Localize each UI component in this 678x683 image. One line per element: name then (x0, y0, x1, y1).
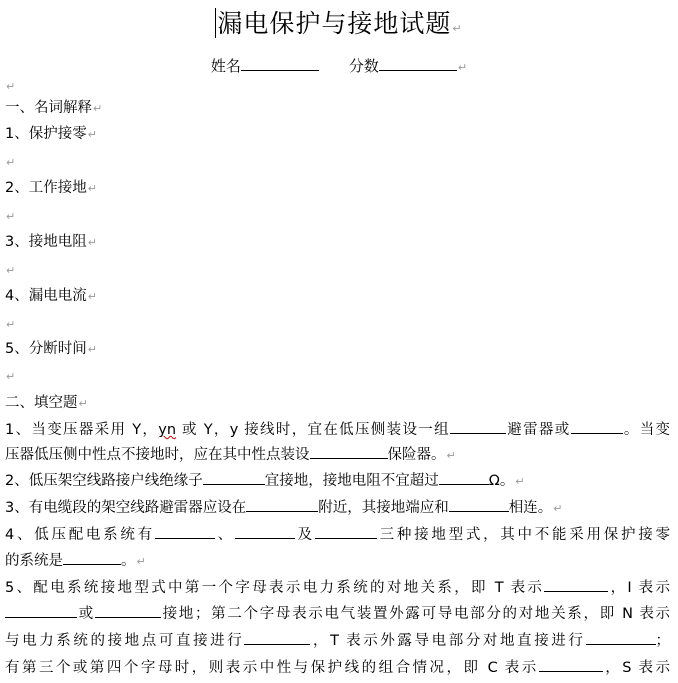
answer-blank[interactable] (95, 603, 161, 618)
paragraph-mark-icon: ↵ (6, 156, 16, 169)
question-4-line-2: 的系统是 。↵ (5, 549, 146, 574)
name-score-line (0, 54, 678, 80)
paragraph-mark-icon: ↵ (446, 449, 456, 462)
paragraph-mark-icon: ↵ (87, 290, 97, 303)
empty-paragraph (5, 364, 15, 389)
score-label: 分数 (348, 57, 379, 75)
question-5-line-1: 5、配电系统接地型式中第一个字母表示电力系统的对地关系，即 T 表示 ，I 表示 (5, 576, 670, 600)
answer-blank[interactable] (439, 470, 489, 485)
term-item-4: 4、漏电电流↵ (5, 288, 97, 304)
paragraph-mark-icon: ↵ (6, 264, 16, 277)
answer-blank[interactable] (450, 419, 506, 434)
question-4-line-1: 4、低压配电系统有 、 及 三种接地型式，其中不能采用保护接零 (5, 523, 670, 547)
question-1-line-1: 1、当变压器采用 Y，yn 或 Y，y 接线时，宜在低压侧装设一组 避雷器或 。当变 (5, 418, 670, 442)
paragraph-mark-icon: ↵ (553, 502, 563, 515)
question-5-line-4: 有第三个或第四个字母时，则表示中性与保护线的组合情况，即 C 表示 ，S 表示 (5, 656, 670, 680)
term-item-2: 2、工作接地↵ (5, 180, 97, 196)
answer-blank[interactable] (449, 497, 509, 512)
question-5-line-3: 与电力系统的接地点可直接进行 ，T 表示外露导电部分对地直接进行 ； (5, 629, 670, 653)
answer-blank[interactable] (235, 524, 295, 539)
answer-blank[interactable] (571, 419, 623, 434)
paragraph-mark-icon: ↵ (6, 318, 16, 331)
title-text: 漏电保护与接地试题 (217, 9, 452, 38)
answer-blank[interactable] (544, 577, 608, 592)
empty-paragraph (5, 312, 15, 337)
answer-blank[interactable] (315, 524, 377, 539)
question-5-line-2: 或 接地；第二个字母表示电气装置外露可导电部分的对地关系，即 N 表示 (5, 602, 670, 626)
term-item-5: 5、分断时间↵ (5, 341, 97, 357)
answer-blank[interactable] (539, 657, 603, 672)
answer-blank[interactable] (246, 497, 318, 512)
term-item-1: 1、保护接零↵ (5, 126, 97, 142)
answer-blank[interactable] (244, 630, 310, 645)
name-blank[interactable] (241, 56, 319, 71)
paragraph-mark-icon: ↵ (457, 61, 468, 74)
paragraph-mark-icon: ↵ (515, 475, 525, 488)
paragraph-mark-icon: ↵ (93, 102, 103, 115)
answer-blank[interactable] (5, 603, 77, 618)
paragraph-mark-icon: ↵ (6, 370, 16, 383)
document-title (0, 6, 678, 47)
paragraph-mark-icon: ↵ (136, 555, 146, 568)
empty-paragraph (5, 204, 15, 229)
score-blank[interactable] (379, 56, 457, 71)
answer-blank[interactable] (155, 524, 215, 539)
answer-blank[interactable] (310, 444, 388, 459)
paragraph-mark-icon: ↵ (6, 80, 16, 93)
paragraph-mark-icon: ↵ (87, 236, 97, 249)
question-1-line-2: 压器低压侧中性点不接地时，应在其中性点装设 保险器。↵ (5, 443, 456, 468)
section2-heading: 二、填空题↵ (5, 395, 88, 411)
question-2: 2、低压架空线路接户线绝缘子 宜接地，接地电阻不宜超过 Ω。↵ (5, 469, 525, 494)
paragraph-mark-icon: ↵ (452, 22, 463, 35)
answer-blank[interactable] (63, 550, 121, 565)
question-3: 3、有电缆段的架空线路避雷器应设在 附近，其接地端应和 相连。↵ (5, 496, 562, 521)
spelling-flagged-word: yn (158, 422, 177, 438)
paragraph-mark-icon: ↵ (87, 128, 97, 141)
paragraph-mark-icon: ↵ (87, 182, 97, 195)
paragraph-mark-icon: ↵ (78, 397, 88, 410)
section1-heading: 一、名词解释↵ (5, 100, 103, 116)
paragraph-mark-icon: ↵ (87, 343, 97, 356)
name-label: 姓名 (210, 57, 241, 75)
paragraph-mark-icon: ↵ (6, 210, 16, 223)
empty-paragraph (5, 150, 15, 175)
answer-blank[interactable] (586, 630, 656, 645)
term-item-3: 3、接地电阻↵ (5, 234, 97, 250)
empty-paragraph (5, 258, 15, 283)
answer-blank[interactable] (203, 470, 265, 485)
